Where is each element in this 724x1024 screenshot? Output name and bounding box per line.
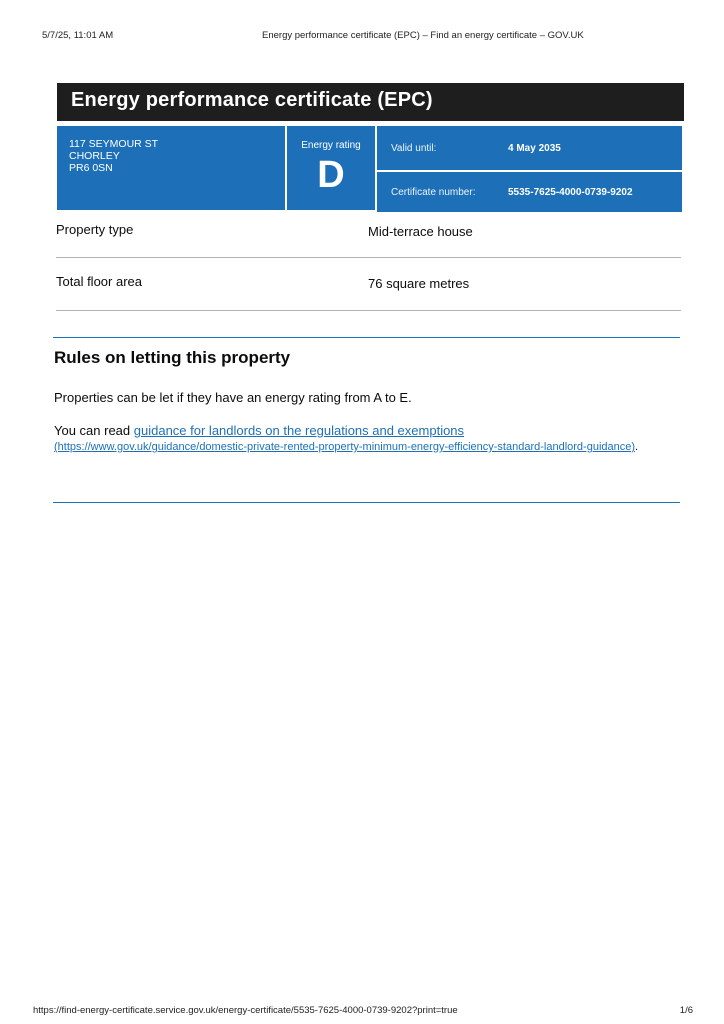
guidance-link-url[interactable]	[54, 440, 654, 455]
print-page-number: 1/6	[679, 1005, 693, 1016]
rules-heading: Rules on letting this property	[54, 348, 291, 367]
section-rule-top	[53, 337, 680, 338]
address-line-1: 117 SEYMOUR ST	[69, 138, 159, 150]
print-url: https://find-energy-certificate.service.gov.uk/energy-certificate/5535-7625-4000-0739-9202?print=true	[33, 1005, 458, 1016]
row-divider	[56, 310, 681, 311]
certificate-number-label: Certificate number:	[391, 187, 476, 198]
valid-until-cell	[377, 126, 682, 170]
guidance-link[interactable]: guidance for landlords on the regulations and exemptions	[133, 423, 465, 438]
guidance-prefix: You can read	[54, 423, 134, 438]
guidance-paragraph	[54, 423, 654, 439]
guidance-suffix: .	[635, 441, 639, 453]
certificate-number-value: 5535-7625-4000-0739-9202	[508, 187, 633, 198]
row-divider	[56, 257, 681, 258]
certificate-title-bar	[57, 83, 684, 121]
floor-area-value: 76 square metres	[368, 276, 470, 291]
valid-until-value: 4 May 2035	[508, 143, 561, 154]
property-type-label: Property type	[56, 222, 134, 237]
floor-area-label: Total floor area	[56, 274, 142, 289]
address-cell	[57, 126, 285, 210]
address-line-2: CHORLEY	[69, 150, 120, 162]
certificate-summary	[57, 126, 682, 212]
address-line-3: PR6 0SN	[69, 162, 113, 174]
energy-rating-letter: D	[317, 154, 345, 196]
guidance-url-text[interactable]: (https://www.gov.uk/guidance/domestic-private-rented-property-minimum-energy-efficiency-standard-landlord-guidance)	[54, 441, 636, 453]
print-page-title: Energy performance certificate (EPC) – Find an energy certificate – GOV.UK	[262, 30, 584, 41]
energy-rating-cell	[287, 126, 375, 210]
property-type-value: Mid-terrace house	[368, 224, 473, 239]
certificate-number-cell	[377, 172, 682, 212]
energy-rating-label: Energy rating	[301, 140, 361, 151]
valid-until-label: Valid until:	[391, 143, 437, 154]
print-date: 5/7/25, 11:01 AM	[42, 30, 114, 41]
certificate-title: Energy performance certificate (EPC)	[71, 89, 433, 111]
section-rule-bottom	[53, 502, 680, 503]
rules-paragraph: Properties can be let if they have an energy rating from A to E.	[54, 390, 412, 405]
